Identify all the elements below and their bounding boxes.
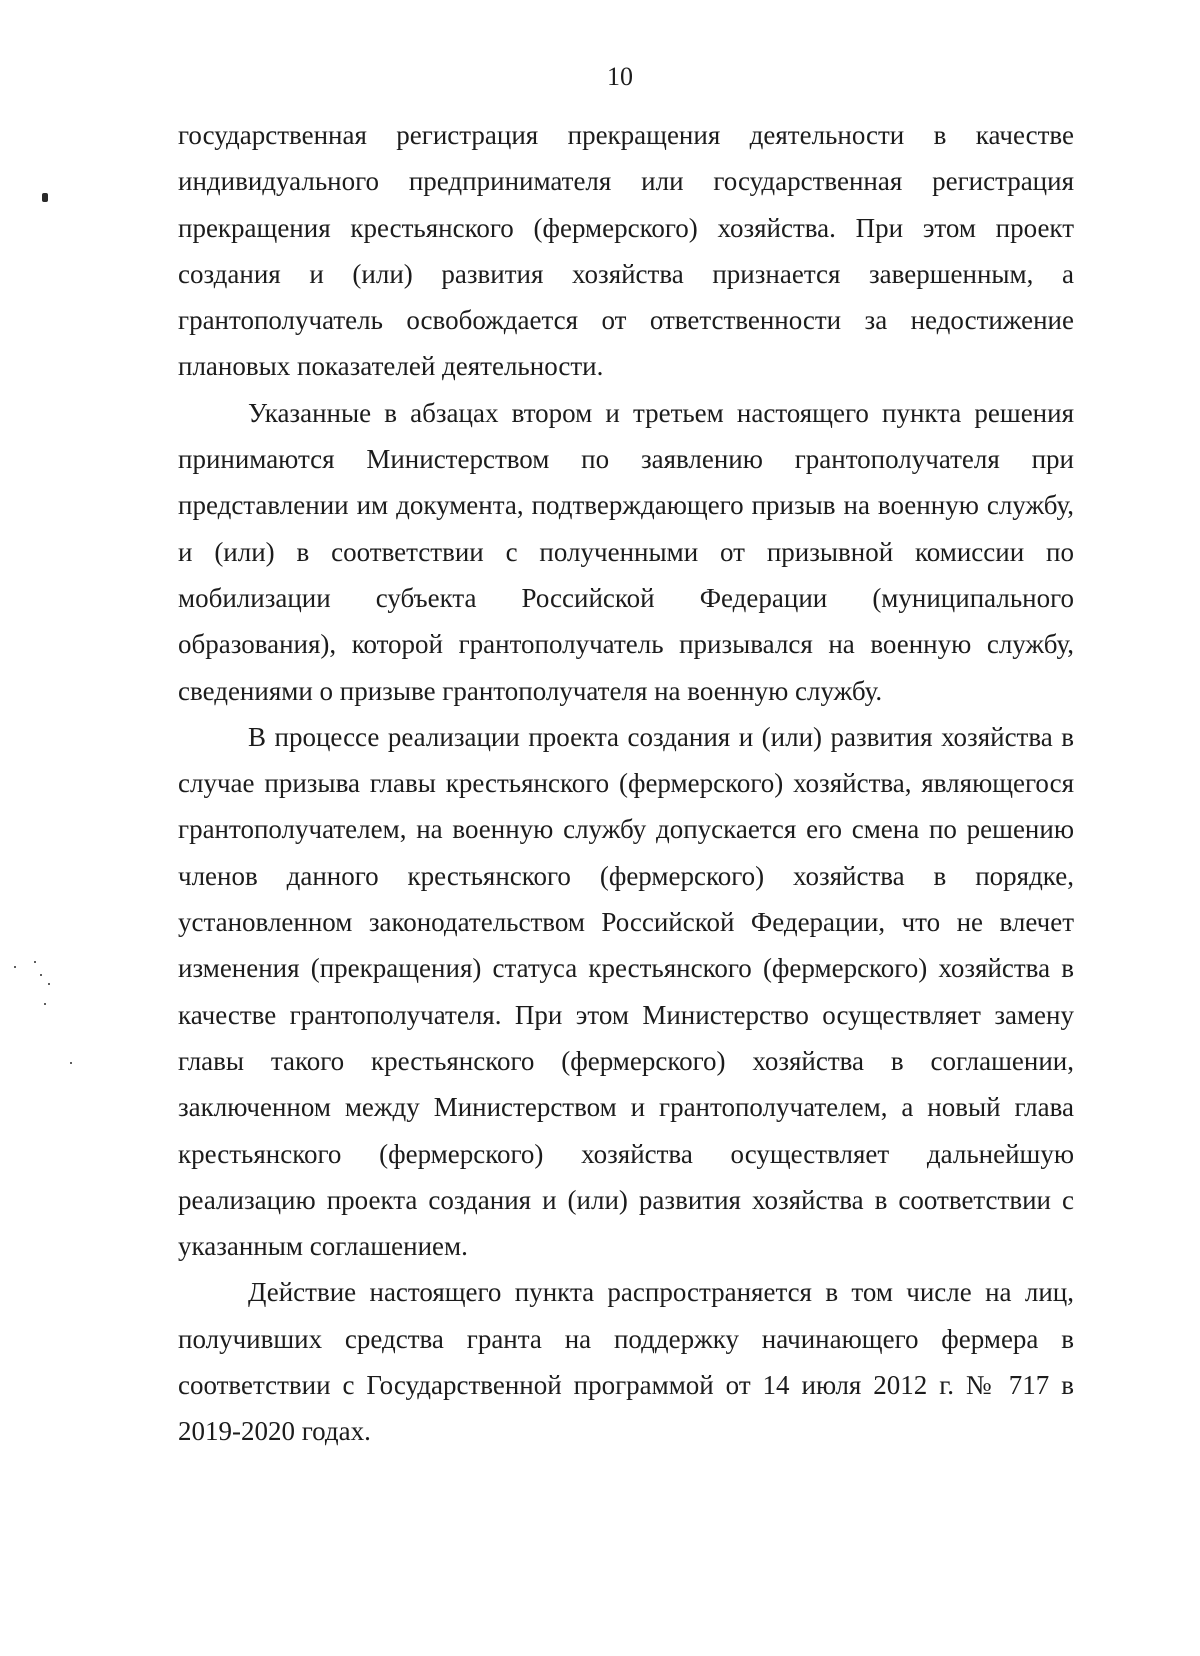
paragraph: В процессе реализации проекта создания и (или) развития хозяйства в случае призыва главы крестьянского (фермерского) хозяйства, являющегося грантополучателем, на военную службу допускается его смена по решению членов данного крестьянского (фермерского) хозяйства в порядке, установленном законодательством Российской Федерации, что не влечет изменения (прекращения) статуса крестьянского (фермерского) хозяйства в качестве грантополучателя. При этом Министерство осуществляет замену главы такого крестьянского (фермерского) хозяйства в соглашении, заключенном между Министерством и грантополучателем, а новый глава крестьянского (фермерского) хозяйства осуществляет дальнейшую реализацию проекта создания и (или) развития хозяйства в соответствии с указанным соглашением. — [178, 721, 1074, 1262]
scan-artifact — [44, 1003, 46, 1005]
scan-artifact — [70, 1062, 72, 1064]
scan-artifact — [40, 974, 42, 976]
scan-artifact — [14, 966, 16, 968]
paragraph: Действие настоящего пункта распространяется в том числе на лиц, получивших средства гранта на поддержку начинающего фермера в соответствии с Государственной программой от 14 июля 2012 г. № 717 в 2019-2020 годах. — [178, 1277, 1074, 1447]
scan-artifact — [34, 961, 36, 963]
scan-artifact — [42, 193, 48, 202]
scan-artifact — [48, 983, 50, 985]
document-body — [178, 112, 1074, 1455]
page-number: 10 — [607, 62, 633, 91]
paragraph: Указанные в абзацах втором и третьем настоящего пункта решения принимаются Министерством по заявлению грантополучателя при представлении им документа, подтверждающего призыв на военную службу, и (или) в соответствии с полученными от призывной комиссии по мобилизации субъекта Российской Федерации (муниципального образования), которой грантополучатель призывался на военную службу, сведениями о призыве грантополучателя на военную службу. — [178, 397, 1074, 706]
paragraph: государственная регистрация прекращения деятельности в качестве индивидуального предпринимателя или государственная регистрация прекращения крестьянского (фермерского) хозяйства. При этом проект создания и (или) развития хозяйства признается завершенным, а грантополучатель освобождается от ответственности за недостижение плановых показателей деятельности. — [178, 120, 1074, 382]
